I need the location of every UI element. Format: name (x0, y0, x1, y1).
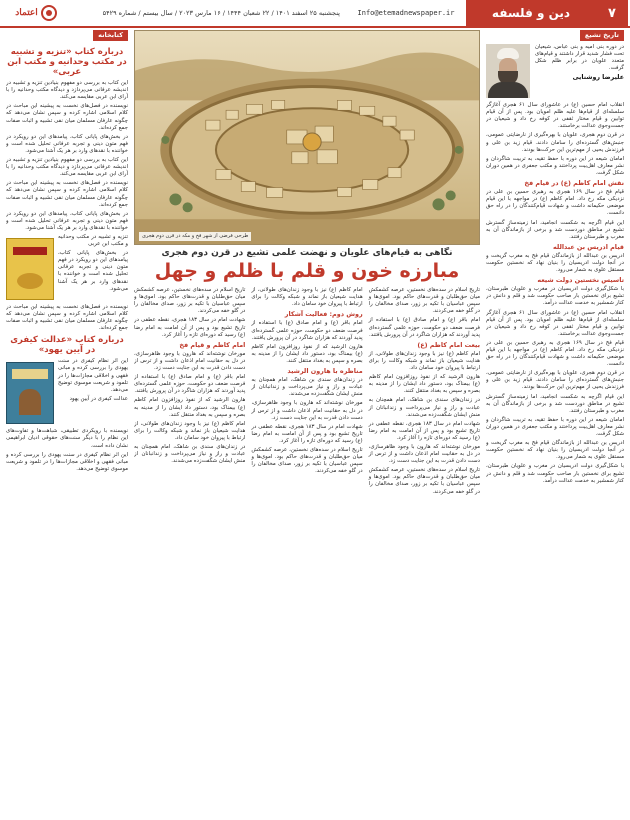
paragraph: در زندان‌های سندی بن شاهک، امام همچنان به عبادت و راز و نیاز می‌پرداخت و زندانبانان از منش ایشان شگفت‌زده می‌شدند. (251, 377, 363, 398)
paragraph: نویسنده در فصل‌های نخست به پیشینه این مباحث در کلام اسلامی اشاره کرده و سپس نشان می‌دهد که چگونه عارفان مسلمان میان نفی تشبیه و اثبات صفات جمع کرده‌اند. (6, 303, 128, 332)
paragraph: هارون الرشید که از نفوذ روزافزون امام کاظم (ع) بیمناک بود، دستور داد ایشان را از مدینه به بصره و سپس به بغداد منتقل کنند. (134, 397, 246, 418)
book1-cover (6, 238, 54, 300)
paragraph: امام باقر (ع) و امام صادق (ع) با استفاده از فرصت ضعف دو حکومت، حوزه علمی گسترده‌ای پدید آوردند که هزاران شاگرد در آن پرورش یافتند. (368, 317, 480, 338)
paragraph: امامان شیعه در این دوره با حفظ تقیه، به تربیت شاگردان و نشر معارف اهل‌بیت پرداختند و مکتب جعفری در همین دوران شکل گرفت. (486, 155, 624, 176)
paragraph: قیام فخ در سال ۱۶۹ هجری به رهبری حسین بن علی در نزدیکی مکه رخ داد. امام کاظم (ع) در مواجهه با این قیام موضعی حکیمانه داشت و شهادت قیام‌کنندگان را در راه حق دانست. (486, 339, 624, 368)
right-column (486, 30, 624, 816)
author-intro-text: در دوره بنی امیه و بنی عباس، شیعیان تحت فشار شدید قرار داشتند و قیام‌های متعدد علویان در برابر ظلم شکل گرفت. (535, 44, 624, 72)
paragraph: این اثر نظام کیفری در سنت یهودی را بررسی کرده و مبانی فقهی و اخلاقی مجازات‌ها را در تلمود و شریعت موسوی توضیح می‌دهد. (58, 358, 128, 393)
book2-title: درباره کتاب «عدالت کیفری در آیین یهود» (10, 335, 124, 356)
article-col-2 (251, 287, 362, 498)
paragraph: با شکل‌گیری دولت ادریسیان در مغرب و علویان طبرستان، تشیع برای نخستین بار صاحب حکومت شد و قلم و دانش در کنار شمشیر به خدمت عدالت درآمد. (486, 463, 624, 484)
subheading: نقش امام کاظم (ع) در قیام فخ (524, 179, 624, 188)
paragraph: این قیام اگرچه به شکست انجامید، اما زمینه‌ساز گسترش تشیع در مناطق دوردست شد و برخی از بازماندگان آن به مغرب و طبرستان رفتند. (486, 219, 624, 240)
paragraph: مورخان نوشته‌اند که هارون با وجود ظاهرسازی، در دل به حقانیت امام اذعان داشت و از ترس از دست دادن قدرت به این جنایت دست زد. (134, 350, 246, 372)
paragraph: انقلاب امام حسین (ع) در عاشورای سال ۶۱ هجری آغازگر سلسله‌ای از قیام‌ها علیه ظلم امویان بود. پس از آن قیام توابین و قیام مختار ثقفی در کوفه رخ داد و شیعیان در جست‌وجوی عدالت برخاستند. (486, 309, 624, 337)
main-article (134, 30, 480, 816)
book1-caption: تنزیه و تشبیه در مکتب وحدانیه و مکتب ابن عربی (58, 233, 128, 248)
subheading: مناظره با هارون الرشید (287, 367, 363, 376)
paragraph: در زندان‌های سندی بن شاهک، امام همچنان به عبادت و راز و نیاز می‌پرداخت و زندانبانان از منش ایشان شگفت‌زده می‌شدند. (134, 443, 246, 465)
header-rule (0, 26, 630, 28)
book1-row (6, 234, 128, 304)
subheading: روش دوم: فعالیت آشکار (284, 310, 363, 319)
contact-email[interactable]: Info@etemadnewspaper.ir (357, 9, 455, 17)
paragraph: انقلاب امام حسین (ع) در عاشورای سال ۶۱ هجری آغازگر سلسله‌ای از قیام‌ها علیه ظلم امویان بود. پس از آن قیام توابین و قیام مختار ثقفی در کوفه رخ داد و شیعیان در جست‌وجوی عدالت برخاستند. (486, 102, 624, 130)
paragraph: تاریخ اسلام در سده‌های نخستین، عرصه کشمکش میان حق‌طلبان و قدرت‌های حاکم بود. اموی‌ها و سپس عباسیان با تکیه بر زور، صدای مخالفان را در گلو خفه می‌کردند. (368, 467, 480, 495)
subheading: تاسیس نخستین دولت شیعه (537, 276, 624, 285)
paragraph: این اثر نظام کیفری در سنت یهودی را بررسی کرده و مبانی فقهی و اخلاقی مجازات‌ها را در تلمود و شریعت موسوی توضیح می‌دهد. (6, 451, 128, 472)
paragraph: نویسنده در فصل‌های نخست به پیشینه این مباحث در کلام اسلامی اشاره کرده و سپس نشان می‌دهد که چگونه عارفان مسلمان میان نفی تشبیه و اثبات صفات جمع کرده‌اند. (6, 103, 128, 131)
article-photo (134, 30, 480, 245)
author-name: علیرضا روشنایی (572, 74, 624, 82)
paragraph: تاریخ اسلام در سده‌های نخستین، عرصه کشمکش میان حق‌طلبان و قدرت‌های حاکم بود. اموی‌ها و سپس عباسیان با تکیه بر زور، صدای مخالفان را در گلو خفه می‌کردند. (134, 287, 246, 315)
paragraph: ادریس بن عبدالله از بازماندگان قیام فخ به مغرب گریخت و در آنجا دولت ادریسیان را بنیان نهاد که نخستین حکومت مستقل علوی به شمار می‌رود. (486, 252, 624, 274)
article-kicker: نگاهی به قیام‌های علویان و نهضت علمی تشیع در قرن دوم هجری (161, 248, 453, 258)
subheading: امام کاظم و قیام فخ (179, 340, 246, 349)
author-box (486, 44, 624, 98)
section-title: دین و فلسفه (466, 0, 596, 26)
article-col-1 (369, 287, 480, 498)
paragraph: هارون الرشید که از نفوذ روزافزون امام کاظم (ع) بیمناک بود، دستور داد ایشان را از مدینه به بصره و سپس به بغداد منتقل کنند. (251, 343, 363, 364)
paragraph: تاریخ اسلام در سده‌های نخستین، عرصه کشمکش میان حق‌طلبان و قدرت‌های حاکم بود. اموی‌ها و سپس عباسیان با تکیه بر زور، صدای مخالفان را در گلو خفه می‌کردند. (368, 287, 480, 315)
paragraph: امام باقر (ع) و امام صادق (ع) با استفاده از فرصت ضعف دو حکومت، حوزه علمی گسترده‌ای پدید آوردند که هزاران شاگرد در آن پرورش یافتند. (134, 374, 246, 395)
paragraph: در بخش‌های پایانی کتاب، پیامدهای این دو رویکرد در فهم متون دینی و تجربه عرفانی تحلیل شده است و خواننده با نقدهای وارد بر هر یک آشنا می‌شود. (6, 210, 128, 231)
paragraph: امام کاظم (ع) نیز با وجود زندان‌های طولانی، از هدایت شیعیان باز نماند و شبکه وکالت را برای ارتباط با پیروان خود سامان داد. (368, 350, 480, 372)
paragraph: در زندان‌های سندی بن شاهک، امام همچنان به عبادت و راز و نیاز می‌پرداخت و زندانبانان از منش ایشان شگفت‌زده می‌شدند. (368, 397, 480, 418)
author-photo (486, 44, 530, 98)
article-headline: مبارزه خون و قلم با ظلم و جهل (154, 260, 460, 283)
paragraph: امام باقر (ع) و امام صادق (ع) با استفاده از فرصت ضعف دو حکومت، حوزه علمی گسترده‌ای پدید آوردند که هزاران شاگرد در آن پرورش یافتند. (251, 320, 363, 341)
paragraph: شهادت امام در سال ۱۸۳ هجری، نقطه عطفی در تاریخ تشیع بود و پس از آن امامت به امام رضا (ع) رسید که دوره‌ای تازه را آغاز کرد. (134, 317, 246, 338)
paragraph: در قرن دوم هجری، علویان با بهره‌گیری از نارضایتی عمومی، جنبش‌های گسترده‌ای را سامان دادند. قیام زید بن علی و فرزندش یحیی از مهم‌ترین این حرکت‌ها بودند. (486, 370, 624, 391)
logo-emblem-icon (41, 5, 57, 21)
issue-meta: پنجشنبه ۲۵ اسفند ۱۴۰۱ / ۲۲ شعبان ۱۴۴۴ / ۱۶ مارس ۲۰۲۳ / سال بیستم / شماره ۵۴۲۹ (102, 9, 340, 17)
right-kicker: تاریخ تشیع (580, 30, 624, 41)
paragraph: هارون الرشید که از نفوذ روزافزون امام کاظم (ع) بیمناک بود، دستور داد ایشان را از مدینه به بصره و سپس به بغداد منتقل کنند. (368, 374, 480, 395)
paragraph: شهادت امام در سال ۱۸۳ هجری، نقطه عطفی در تاریخ تشیع بود و پس از آن امامت به امام رضا (ع) رسید که دوره‌ای تازه را آغاز کرد. (251, 423, 363, 444)
paragraph: در بخش‌های پایانی کتاب، پیامدهای این دو رویکرد در فهم متون دینی و تجربه عرفانی تحلیل شده است و خواننده با نقدهای وارد بر هر یک آشنا می‌شود. (6, 133, 128, 154)
ancient-city-illustration (135, 31, 479, 244)
paragraph: تاریخ اسلام در سده‌های نخستین، عرصه کشمکش میان حق‌طلبان و قدرت‌های حاکم بود. اموی‌ها و سپس عباسیان با تکیه بر زور، صدای مخالفان را در گلو خفه می‌کردند. (251, 446, 363, 475)
article-body (134, 287, 480, 498)
paragraph: در بخش‌های پایانی کتاب، پیامدهای این دو رویکرد در فهم متون دینی و تجربه عرفانی تحلیل شده است و خواننده با نقدهای وارد بر هر یک آشنا می‌شود. (58, 250, 128, 292)
newspaper-logo (0, 0, 72, 26)
page-number: ۷ (596, 0, 630, 26)
subheading: بیعت امام کاظم (ع) (417, 340, 480, 349)
paragraph: مورخان نوشته‌اند که هارون با وجود ظاهرسازی، در دل به حقانیت امام اذعان داشت و از ترس از دست دادن قدرت به این جنایت دست زد. (251, 400, 363, 421)
paragraph: در قرن دوم هجری، علویان با بهره‌گیری از نارضایتی عمومی، جنبش‌های گسترده‌ای را سامان دادند. قیام زید بن علی و فرزندش یحیی از مهم‌ترین این حرکت‌ها بودند. (486, 132, 624, 153)
paragraph: این کتاب به بررسی دو مفهوم بنیادین تنزیه و تشبیه در اندیشه عرفانی می‌پردازد و دیدگاه مکتب وحدانیه را با آرای ابن عربی مقایسه می‌کند. (6, 157, 128, 178)
paragraph: نویسنده با رویکردی تطبیقی، شباهت‌ها و تفاوت‌های این نظام را با دیگر سنت‌های حقوقی ادیان ابراهیمی نشان داده است. (6, 428, 128, 449)
paragraph: این قیام اگرچه به شکست انجامید، اما زمینه‌ساز گسترش تشیع در مناطق دوردست شد و برخی از بازماندگان آن به مغرب و طبرستان رفتند. (486, 393, 624, 414)
paragraph: مورخان نوشته‌اند که هارون با وجود ظاهرسازی، در دل به حقانیت امام اذعان داشت و از ترس از دست دادن قدرت به این جنایت دست زد. (368, 443, 480, 465)
book2-caption: عدالت کیفری در آیین یهود (69, 395, 128, 402)
book1-title: درباره کتاب «تنزیه و تشبیه در مکتب وحدانیه و مکتب ابن عربی» (7, 47, 127, 78)
paragraph: این کتاب به بررسی دو مفهوم بنیادین تنزیه و تشبیه در اندیشه عرفانی می‌پردازد و دیدگاه مکتب وحدانیه را با آرای ابن عربی مقایسه می‌کند. (6, 80, 128, 101)
book2-cover (6, 362, 54, 424)
page-header (0, 0, 630, 26)
paragraph: نویسنده در فصل‌های نخست به پیشینه این مباحث در کلام اسلامی اشاره کرده و سپس نشان می‌دهد که چگونه عارفان مسلمان میان نفی تشبیه و اثبات صفات جمع کرده‌اند. (6, 180, 128, 208)
logo-text: اعتماد (15, 8, 38, 18)
paragraph: ادریس بن عبدالله از بازماندگان قیام فخ به مغرب گریخت و در آنجا دولت ادریسیان را بنیان نهاد که نخستین حکومت مستقل علوی به شمار می‌رود. (486, 440, 624, 461)
photo-caption: طرحی فرضی از شهر فخ و مکه در قرن دوم هجری (139, 232, 251, 241)
paragraph: قیام فخ در سال ۱۶۹ هجری به رهبری حسین بن علی در نزدیکی مکه رخ داد. امام کاظم (ع) در مواجهه با این قیام موضعی حکیمانه داشت و شهادت قیام‌کنندگان را در راه حق دانست. (486, 189, 624, 217)
author-intro (535, 44, 624, 98)
paragraph: امامان شیعه در این دوره با حفظ تقیه، به تربیت شاگردان و نشر معارف اهل‌بیت پرداختند و مکتب جعفری در همین دوران شکل گرفت. (486, 416, 624, 438)
paragraph: شهادت امام در سال ۱۸۳ هجری، نقطه عطفی در تاریخ تشیع بود و پس از آن امامت به امام رضا (ع) رسید که دوره‌ای تازه را آغاز کرد. (368, 420, 480, 441)
left-column (6, 30, 128, 816)
left-kicker: کتابخانه (93, 30, 128, 41)
book2-row (6, 358, 128, 428)
paragraph: با شکل‌گیری دولت ادریسیان در مغرب و علویان طبرستان، تشیع برای نخستین بار صاحب حکومت شد و قلم و دانش در کنار شمشیر به خدمت عدالت درآمد. (486, 286, 624, 307)
article-col-3 (134, 287, 245, 498)
paragraph: امام کاظم (ع) نیز با وجود زندان‌های طولانی، از هدایت شیعیان باز نماند و شبکه وکالت را برای ارتباط با پیروان خود سامان داد. (251, 287, 363, 308)
subheading: قیام ادریس بن عبدالله (552, 242, 624, 251)
paragraph: امام کاظم (ع) نیز با وجود زندان‌های طولانی، از هدایت شیعیان باز نماند و شبکه وکالت را برای ارتباط با پیروان خود سامان داد. (134, 420, 246, 441)
